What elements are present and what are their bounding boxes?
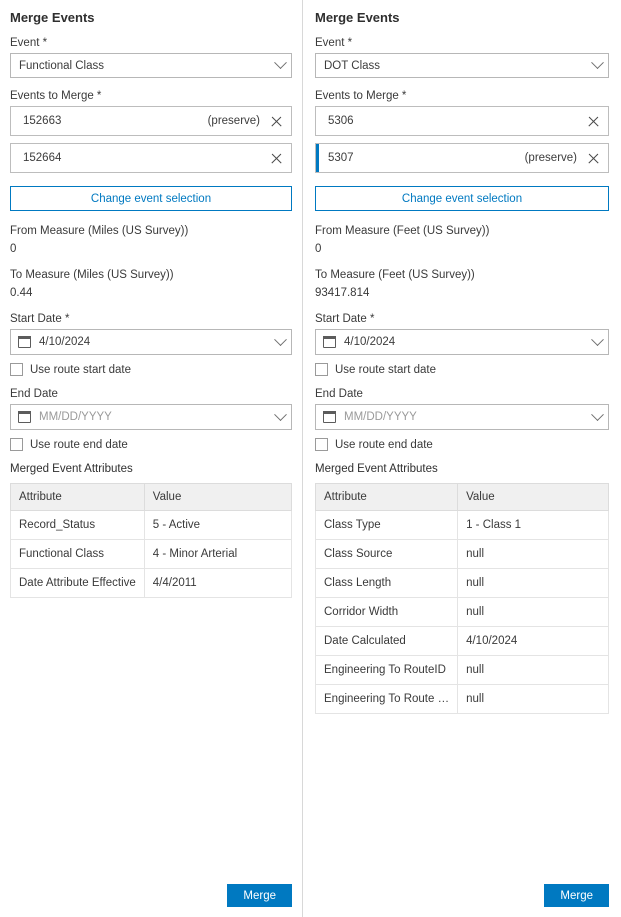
use-route-end-date-row[interactable] [10,438,292,451]
cell-value: null [458,569,609,598]
merged-attributes-table [315,483,609,714]
to-measure-value: 0.44 [10,287,33,299]
column-header-value: Value [144,484,291,511]
table-row[interactable] [11,511,292,540]
merge-button[interactable]: Merge [544,884,609,907]
chevron-down-icon [591,408,604,421]
use-route-start-date-label: Use route start date [30,363,131,376]
chevron-down-icon [591,333,604,346]
use-route-start-date-label: Use route start date [335,363,436,376]
event-label: Event * [315,37,353,49]
use-route-end-date-checkbox[interactable] [10,438,23,451]
cell-value: null [458,685,609,714]
end-date-field[interactable] [315,404,609,430]
calendar-icon [323,336,336,348]
column-header-attribute: Attribute [11,484,145,511]
table-row[interactable] [316,598,609,627]
cell-attribute: Functional Class [11,540,145,569]
table-row[interactable] [316,540,609,569]
event-id: 152664 [23,152,62,164]
event-select-value: Functional Class [19,59,105,72]
cell-value: 4 - Minor Arterial [144,540,291,569]
cell-attribute: Class Type [316,511,458,540]
table-row[interactable] [316,511,609,540]
event-select[interactable] [10,53,292,78]
table-header-row [11,484,292,511]
cell-value: 5 - Active [144,511,291,540]
cell-attribute: Class Length [316,569,458,598]
from-measure-label: From Measure (Feet (US Survey)) [315,225,490,237]
merged-attributes-title: Merged Event Attributes [315,463,438,475]
merge-button[interactable]: Merge [227,884,292,907]
use-route-start-date-checkbox[interactable] [10,363,23,376]
calendar-icon [18,411,31,423]
merged-attributes-table [10,483,292,598]
use-route-end-date-row[interactable] [315,438,609,451]
to-measure-label: To Measure (Feet (US Survey)) [315,269,475,281]
use-route-end-date-label: Use route end date [335,438,433,451]
change-event-selection-button[interactable]: Change event selection [10,186,292,211]
column-header-value: Value [458,484,609,511]
column-header-attribute: Attribute [316,484,458,511]
list-item[interactable] [10,143,292,173]
merge-events-panel-left [0,0,302,917]
close-icon[interactable] [270,152,283,165]
to-measure-value: 93417.814 [315,287,370,299]
cell-value: null [458,540,609,569]
cell-value: 4/10/2024 [458,627,609,656]
close-icon[interactable] [587,152,600,165]
merge-events-panel-right [303,0,621,917]
use-route-start-date-row[interactable] [10,363,292,376]
cell-value: null [458,656,609,685]
use-route-end-date-checkbox[interactable] [315,438,328,451]
list-item[interactable] [315,106,609,136]
close-icon[interactable] [587,115,600,128]
use-route-end-date-label: Use route end date [30,438,128,451]
event-label: Event * [10,37,48,49]
cell-attribute: Engineering To RouteID [316,656,458,685]
event-id: 5307 [328,152,354,164]
table-row[interactable] [316,685,609,714]
start-date-label: Start Date * [10,313,70,325]
table-header-row [316,484,609,511]
end-date-field[interactable] [10,404,292,430]
table-row[interactable] [316,627,609,656]
chevron-down-icon [274,408,287,421]
preserve-tag: (preserve) [524,152,577,164]
event-select-value: DOT Class [324,59,381,72]
cell-attribute: Date Attribute Effective [11,569,145,598]
start-date-value: 4/10/2024 [39,336,91,348]
cell-attribute: Engineering To Route … [316,685,458,714]
from-measure-value: 0 [10,243,17,255]
to-measure-label: To Measure (Miles (US Survey)) [10,269,174,281]
cell-value: 1 - Class 1 [458,511,609,540]
use-route-start-date-checkbox[interactable] [315,363,328,376]
chevron-down-icon [274,56,287,69]
calendar-icon [323,411,336,423]
cell-attribute: Date Calculated [316,627,458,656]
page-title: Merge Events [10,10,95,25]
chevron-down-icon [591,56,604,69]
preserve-tag: (preserve) [207,115,260,127]
event-select[interactable] [315,53,609,78]
end-date-label: End Date [10,388,58,400]
event-id: 152663 [23,115,62,127]
events-to-merge-label: Events to Merge * [315,90,407,102]
cell-attribute: Class Source [316,540,458,569]
table-row[interactable] [316,569,609,598]
list-item[interactable] [315,143,609,173]
from-measure-value: 0 [315,243,322,255]
page-title: Merge Events [315,10,400,25]
cell-attribute: Corridor Width [316,598,458,627]
close-icon[interactable] [270,115,283,128]
change-event-selection-button[interactable]: Change event selection [315,186,609,211]
start-date-label: Start Date * [315,313,375,325]
end-date-label: End Date [315,388,363,400]
cell-value: null [458,598,609,627]
events-to-merge-label: Events to Merge * [10,90,102,102]
start-date-value: 4/10/2024 [344,336,396,348]
event-id: 5306 [328,115,354,127]
table-row[interactable] [11,569,292,598]
from-measure-label: From Measure (Miles (US Survey)) [10,225,189,237]
calendar-icon [18,336,31,348]
cell-attribute: Record_Status [11,511,145,540]
merged-attributes-title: Merged Event Attributes [10,463,133,475]
end-date-placeholder: MM/DD/YYYY [344,411,417,423]
cell-value: 4/4/2011 [144,569,291,598]
use-route-start-date-row[interactable] [315,363,609,376]
end-date-placeholder: MM/DD/YYYY [39,411,112,423]
list-item[interactable] [10,106,292,136]
start-date-field[interactable] [315,329,609,355]
table-row[interactable] [316,656,609,685]
chevron-down-icon [274,333,287,346]
start-date-field[interactable] [10,329,292,355]
table-row[interactable] [11,540,292,569]
